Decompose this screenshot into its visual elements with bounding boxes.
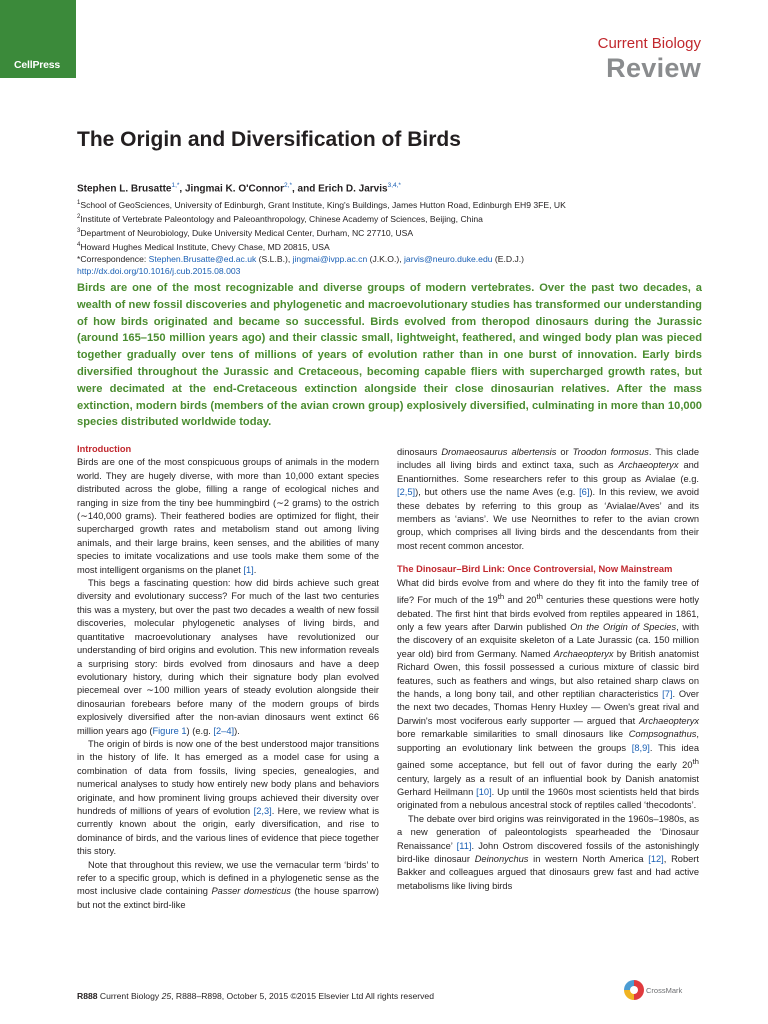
footer-citation: , R888–R898, October 5, 2015 ©2015 Elsevier Ltd All rights reserved [171,991,434,1001]
author-name: , and Erich D. Jarvis [291,183,388,195]
author-affil-marker: 3,4,* [387,182,401,189]
citation-link[interactable]: [11] [456,840,472,851]
species-name: Archaeopteryx [553,648,614,659]
paragraph-text: This begs a fascinating question: how did birds achieve such great diversity and evolutionary success? For much of the last two centuries this was a mystery, but over the past two decades a wealth of new fossil discoveries, molecular phylogenetic analyses of living birds, and quantitative macroevolutionary analyses have revolutionized our understanding of bird origins and evolution. This new information reveals a surprising story: birds evolved from dinosaurs and have a deep evolutionary history, during which their signature body plan evolved piecemeal over ∼100 million years of steady evolution alongside their dinosaurian forebears before many of the modern groups of birds explosively diversified after the non-avian dinosaurs went extinct 66 million years ago ( [77,578,379,736]
affiliation [77,197,707,211]
page-number: R888 [77,991,98,1001]
paragraph-text: (the house sparrow) but not the extinct bird-like [77,886,379,910]
right-column [397,446,699,893]
correspondence-initials: (J.K.O.), [367,253,405,264]
citation-link[interactable]: [7] [662,689,673,699]
section-heading-dinosaur-bird-link: The Dinosaur–Bird Link: Once Controversial, Now Mainstream [397,564,673,575]
paragraph-text: by British anatomist Richard Owen, this fossil possessed a curious mixture of classic bird features, such as feathers and wings, but also retained sharp claws on the hands, a long bony tail, and other reptilian characteristics [397,648,699,699]
citation-link[interactable]: [12] [648,853,664,864]
crossmark-icon [624,980,644,1000]
affil-number: 1 [77,199,81,206]
citation-link[interactable]: [2–4] [213,725,235,736]
species-name: Troodon formosus [572,447,649,457]
paragraph-text: . This idea gained some acceptance, but fell out of favor during the early 20 [397,742,699,771]
affil-number: 3 [77,227,81,234]
species-name: Archaeopteryx [618,460,679,471]
book-title: On the Origin of Species [570,621,677,632]
paragraph-text: ) (e.g. [186,725,214,736]
body-paragraph [397,813,699,893]
author-name: , Jingmai K. O'Connor [179,183,285,195]
paragraph-text: . Over the next two decades, Thomas Henry Huxley — Owen's great rival and Darwin's most vociferous early supporter — argued that [397,689,700,726]
paragraph-text: . John Ostrom discovered fossils of the astonishingly bird-like dinosaur [397,840,699,864]
author-name: Stephen L. Brusatte [77,183,172,195]
species-name: Passer domesticus [211,886,291,897]
affil-number: 4 [77,241,81,248]
affil-text: Department of Neurobiology, Duke University Medical Center, Durham, NC 27710, USA [80,227,414,238]
crossmark-label: CrossMark [646,985,683,995]
citation-link[interactable]: [2,5] [397,487,416,498]
body-paragraph [397,446,699,553]
paragraph-text: centuries these questions were hotly debated. The first hint that birds evolved from reptiles appeared in 1861, only a few years after Darwin published [397,595,700,632]
citation-link[interactable]: [2,3] [253,805,272,816]
ordinal-suffix: th [497,592,505,602]
paragraph-text: or [556,447,573,457]
email-link-jarvis[interactable]: jarvis@neuro.duke.edu [404,253,493,264]
paragraph-text: . [253,564,257,575]
crossmark-badge[interactable] [624,980,682,1000]
correspondence-initials: (E.D.J.) [492,253,525,264]
author-list [77,180,707,196]
body-paragraph [77,456,379,577]
left-column [77,443,379,912]
email-link-brusatte[interactable]: Stephen.Brusatte@ed.ac.uk [148,253,257,264]
paragraph-text: dinosaurs [397,447,442,457]
footer-journal: Current Biology [97,991,162,1001]
section-heading-introduction: Introduction [77,444,132,454]
footer-volume: 25 [161,991,172,1001]
paragraph-text: Note that throughout this review, we use the vernacular term ‘birds’ to refer to a specific group, which is defined in a phylogenetic sense as the most inclusive clade containing [77,859,379,897]
paragraph-text: and 20 [504,595,537,606]
article-title: The Origin and Diversification of Birds [77,128,461,151]
paragraph-text: century, largely as a result of an influential book by Danish anatomist Gerhard Heilmann [397,773,699,797]
correspondence-initials: (S.L.B.), [256,253,293,264]
paragraph-text: in western North America [528,853,649,864]
paragraph-text: The origin of birds is now one of the best understood major transitions in the history of life. It has emerged as a model case for using a combination of data from fossils, living species, genealogies, and numerical analyses to study how entirely new body plans and behaviors originate, and how prominent living groups achieved their diversity over hundreds of millions of years of evolution [77,738,379,816]
citation-link[interactable]: [6] [579,487,590,498]
citation-link[interactable]: [10] [476,786,492,797]
paragraph-text: What did birds evolve from and where do they fit into the family tree of life? For much of the 19 [397,577,699,606]
paragraph-text: bore remarkable similarities to small dinosaurs like [397,729,629,740]
body-paragraph [397,577,699,813]
species-name: Dromaeosaurus albertensis [441,447,557,457]
author-affil-marker: 2,* [284,182,292,189]
citation-link[interactable]: [8,9] [631,742,650,753]
author-info [77,180,707,277]
paragraph-text: , supporting an evolutionary link between the groups [397,729,699,753]
citation-link[interactable]: [1] [243,564,254,575]
author-affil-marker: 1,* [171,182,180,189]
journal-name: Current Biology [597,35,701,52]
publisher-logo-block [0,0,76,78]
abstract: Birds are one of the most recognizable and diverse groups of modern vertebrates. Over the past two decades, a wealth of new fossil discoveries and phylogenetic and macroevolutionary studies has transformed our understanding of how birds originated and became so successful. Birds evolved from theropod dinosaurs during the Jurassic (around 165–150 million years ago) and their classic small, lightweight, feathered, and winged body plan was pieced together gradually over tens of millions of years of evolution rather than in one burst of innovation. Early birds diversified throughout the Jurassic and Cretaceous, becoming capable fliers with supercharged growth rates, but were decimated at the end-Cretaceous extinction alongside their close dinosaurian relatives. After the mass extinction, modern birds (members of the avian crown group) explosively diversified, culminating in more than 10,000 species distributed worldwide today. [77,282,702,429]
publisher-logo: CellPress [14,59,61,71]
paragraph-text: The debate over bird origins was reinvigorated in the 1960s–1980s, as a new generation of paleontologists spearheaded the ‘Dinosaur Renaissance’ [397,813,699,851]
paragraph-text: Birds are one of the most conspicuous groups of animals in the modern world. They are hugely diverse, with more than 10,000 extant species distributed across the globe, filling a range of ecological niches and ranging in size from the tiny bee hummingbird (∼2 grams) to the ostrich (∼140,000 grams). Their feathered bodies are optimized for flight, their supercharged growth rates and metabolism stand out among living animals, and their large brains, keen senses, and the abilities of many species to imitate vocalizations and use tools make them some of the most intelligent organisms on the planet [77,457,379,575]
body-paragraph [77,577,379,738]
paragraph-text: ). [234,725,240,736]
body-paragraph [77,738,379,859]
body-paragraph [77,859,379,913]
paragraph-text: . Here, we review what is currently known about the origin, early diversification, and rise to dominance of birds, and the various lines of evidence that piece together this story. [77,805,379,857]
correspondence [77,253,707,265]
species-name: Archaeopteryx [639,715,699,726]
section-label: Review [606,53,701,83]
paragraph-text: , Robert Bakker and colleagues argued that dinosaurs grew fast and had active metabolisms like living birds [397,853,699,891]
paragraph-text: and Enantiornithes. Some researchers refer to this group as Avialae (e.g. [397,460,699,484]
affil-text: Institute of Vertebrate Paleontology and Paleoanthropology, Chinese Academy of Sciences, Beijing, China [80,213,483,224]
ordinal-suffix: th [692,757,699,767]
affiliation [77,225,707,239]
figure-link[interactable]: Figure 1 [152,725,187,736]
affil-text: Howard Hughes Medical Institute, Chevy Chase, MD 20815, USA [80,241,330,252]
species-name: Compsognathus [628,729,697,740]
paragraph-text: ), but others use the name Aves (e.g. [415,487,580,498]
correspondence-label: *Correspondence: [77,253,149,264]
affil-text: School of GeoSciences, University of Edinburgh, Grant Institute, King's Buildings, James Hutton Road, Edinburgh EH9 3FE, UK [80,199,566,210]
doi-link[interactable]: http://dx.doi.org/10.1016/j.cub.2015.08.003 [77,265,241,276]
ordinal-suffix: th [536,592,543,602]
email-link-oconnor[interactable]: jingmai@ivpp.ac.cn [292,253,368,264]
species-name: Deinonychus [474,853,529,864]
affil-number: 2 [77,213,81,220]
affiliation [77,239,707,253]
paragraph-text: . Up until the 1960s most scientists held that birds originated from a nebulous ancestral stock of reptiles called ‘thecodonts’. [397,786,700,811]
paragraph-text: ). In this review, we avoid these debates by referring to this group as ‘Avialae/Aves’ and its members as ‘avians’. We use Neornithes to refer to the avian crown group, which comprises all living birds and the descendants from their most recent common ancestor. [397,487,699,551]
paragraph-text: , with the discovery of an exquisite skeleton of a Late Jurassic (ca. 150 million year old) bird from Germany. Named [397,621,700,659]
paragraph-text: . This clade includes all living birds and extinct taxa, such as [397,447,699,471]
affiliation [77,211,707,225]
page-footer [77,991,434,1001]
